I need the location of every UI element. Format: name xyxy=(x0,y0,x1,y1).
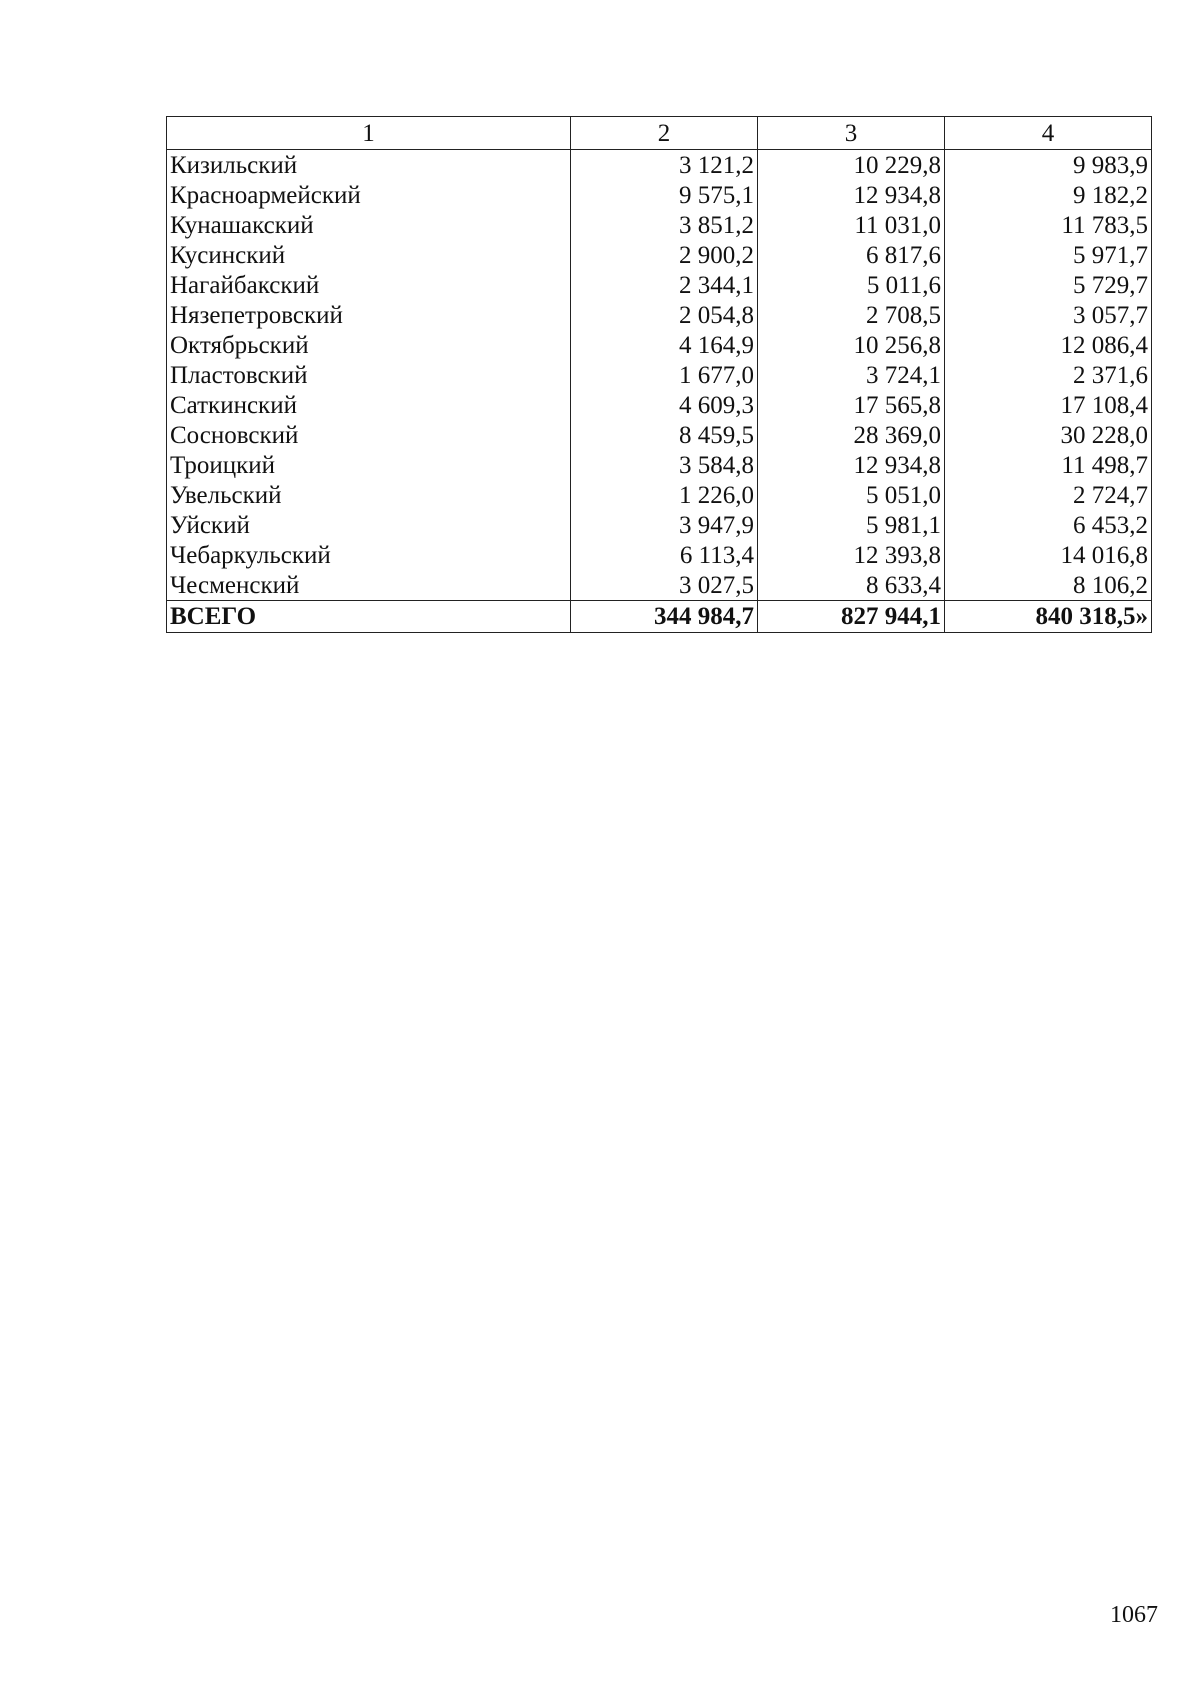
total-value-col3: 827 944,1 xyxy=(758,601,945,633)
row-value-col3: 2 708,5 xyxy=(758,300,945,330)
row-name: Чебаркульский xyxy=(167,540,571,570)
row-value-col2: 3 851,2 xyxy=(571,210,758,240)
table-row xyxy=(167,180,1152,210)
table-row xyxy=(167,570,1152,601)
row-value-col4: 11 783,5 xyxy=(945,210,1152,240)
column-header-3: 3 xyxy=(758,117,945,150)
row-name: Нязепетровский xyxy=(167,300,571,330)
row-value-col3: 10 229,8 xyxy=(758,150,945,181)
row-name: Кусинский xyxy=(167,240,571,270)
row-value-col2: 9 575,1 xyxy=(571,180,758,210)
row-name: Кунашакский xyxy=(167,210,571,240)
row-value-col3: 12 934,8 xyxy=(758,450,945,480)
column-header-1: 1 xyxy=(167,117,571,150)
row-value-col4: 11 498,7 xyxy=(945,450,1152,480)
page-number: 1067 xyxy=(1110,1602,1158,1628)
row-name: Саткинский xyxy=(167,390,571,420)
row-name: Сосновский xyxy=(167,420,571,450)
row-value-col3: 5 981,1 xyxy=(758,510,945,540)
row-value-col2: 3 947,9 xyxy=(571,510,758,540)
table-row xyxy=(167,480,1152,510)
row-value-col4: 9 182,2 xyxy=(945,180,1152,210)
table-row xyxy=(167,540,1152,570)
row-value-col3: 28 369,0 xyxy=(758,420,945,450)
row-value-col4: 30 228,0 xyxy=(945,420,1152,450)
row-name: Троицкий xyxy=(167,450,571,480)
column-header-2: 2 xyxy=(571,117,758,150)
row-value-col3: 17 565,8 xyxy=(758,390,945,420)
table-row xyxy=(167,300,1152,330)
row-value-col2: 3 121,2 xyxy=(571,150,758,181)
table-row xyxy=(167,450,1152,480)
total-row xyxy=(167,601,1152,633)
table-row xyxy=(167,420,1152,450)
row-value-col2: 2 054,8 xyxy=(571,300,758,330)
table-row xyxy=(167,390,1152,420)
table-body xyxy=(167,150,1152,633)
row-value-col3: 5 011,6 xyxy=(758,270,945,300)
row-value-col2: 4 164,9 xyxy=(571,330,758,360)
column-header-4: 4 xyxy=(945,117,1152,150)
row-name: Октябрьский xyxy=(167,330,571,360)
row-value-col2: 3 584,8 xyxy=(571,450,758,480)
row-name: Нагайбакский xyxy=(167,270,571,300)
row-value-col2: 6 113,4 xyxy=(571,540,758,570)
row-value-col2: 1 677,0 xyxy=(571,360,758,390)
table-row xyxy=(167,210,1152,240)
row-value-col4: 14 016,8 xyxy=(945,540,1152,570)
row-value-col4: 3 057,7 xyxy=(945,300,1152,330)
row-value-col3: 6 817,6 xyxy=(758,240,945,270)
row-value-col4: 6 453,2 xyxy=(945,510,1152,540)
table-row xyxy=(167,150,1152,181)
row-value-col3: 12 934,8 xyxy=(758,180,945,210)
row-name: Кизильский xyxy=(167,150,571,181)
budget-table xyxy=(166,116,1152,633)
table-row xyxy=(167,360,1152,390)
row-value-col2: 1 226,0 xyxy=(571,480,758,510)
total-value-col4: 840 318,5» xyxy=(945,601,1152,633)
row-value-col2: 3 027,5 xyxy=(571,570,758,601)
row-value-col4: 2 371,6 xyxy=(945,360,1152,390)
row-value-col2: 2 900,2 xyxy=(571,240,758,270)
row-value-col4: 8 106,2 xyxy=(945,570,1152,601)
row-value-col4: 2 724,7 xyxy=(945,480,1152,510)
row-value-col2: 8 459,5 xyxy=(571,420,758,450)
row-value-col3: 11 031,0 xyxy=(758,210,945,240)
row-name: Уйский xyxy=(167,510,571,540)
row-value-col4: 12 086,4 xyxy=(945,330,1152,360)
row-value-col4: 5 729,7 xyxy=(945,270,1152,300)
row-value-col4: 9 983,9 xyxy=(945,150,1152,181)
row-value-col3: 3 724,1 xyxy=(758,360,945,390)
table-row xyxy=(167,240,1152,270)
row-name: Чесменский xyxy=(167,570,571,601)
row-value-col3: 10 256,8 xyxy=(758,330,945,360)
total-value-col2: 344 984,7 xyxy=(571,601,758,633)
row-value-col4: 17 108,4 xyxy=(945,390,1152,420)
total-label: ВСЕГО xyxy=(167,601,571,633)
table-header xyxy=(167,117,1152,150)
row-name: Увельский xyxy=(167,480,571,510)
row-name: Красноармейский xyxy=(167,180,571,210)
table-row xyxy=(167,510,1152,540)
row-value-col3: 5 051,0 xyxy=(758,480,945,510)
row-name: Пластовский xyxy=(167,360,571,390)
row-value-col3: 12 393,8 xyxy=(758,540,945,570)
header-row xyxy=(167,117,1152,150)
row-value-col4: 5 971,7 xyxy=(945,240,1152,270)
table-row xyxy=(167,270,1152,300)
table-row xyxy=(167,330,1152,360)
row-value-col3: 8 633,4 xyxy=(758,570,945,601)
row-value-col2: 4 609,3 xyxy=(571,390,758,420)
row-value-col2: 2 344,1 xyxy=(571,270,758,300)
